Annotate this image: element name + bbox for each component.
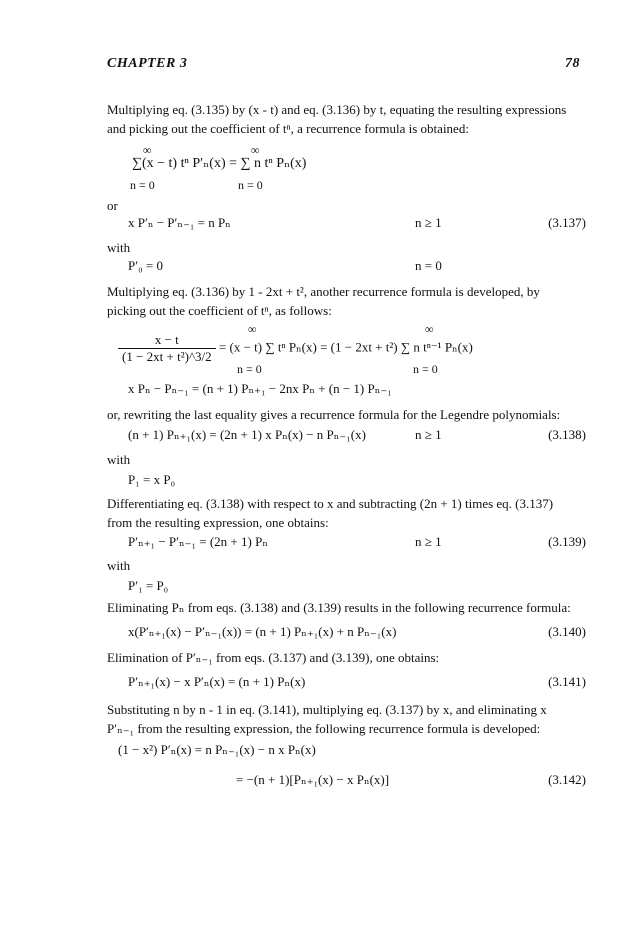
equation-initial-derivative: P′₀ = 0 bbox=[128, 258, 163, 273]
sum-lower-limit: n = 0 bbox=[130, 178, 155, 192]
paragraph-intro: Multiplying eq. (3.135) by (x - t) and eq. (3.136) by t, equating the resulting expressions and picking out the coefficient of tⁿ, a recurrence formula is obtained: bbox=[107, 102, 567, 136]
sum-upper-limit: ∞ bbox=[425, 322, 434, 336]
equation-3-139: P′ₙ₊₁ − P′ₙ₋₁ = (2n + 1) Pₙ bbox=[128, 534, 268, 549]
paragraph-eliminating: Eliminating Pₙ from eqs. (3.138) and (3.139) results in the following recurrence formula: bbox=[107, 600, 571, 615]
chapter-heading: CHAPTER 3 bbox=[107, 56, 188, 71]
equation-number: (3.139) bbox=[548, 534, 586, 549]
sum-lower-limit: n = 0 bbox=[237, 362, 262, 376]
equation-number: (3.142) bbox=[548, 772, 586, 787]
page-number: 78 bbox=[565, 56, 580, 71]
equation-number: (3.137) bbox=[548, 215, 586, 230]
paragraph-differentiating: Differentiating eq. (3.138) with respect to x and subtracting (2n + 1) times eq. (3.137) from the resulting expression, one obtains: bbox=[107, 496, 554, 530]
equation-number: (3.140) bbox=[548, 624, 586, 639]
equation-3-140: x(P′ₙ₊₁(x) − P′ₙ₋₁(x)) = (n + 1) Pₙ₊₁(x) + n Pₙ₋₁(x) bbox=[128, 624, 397, 639]
equation-number: (3.141) bbox=[548, 674, 586, 689]
equation-text: = (x − t) ∑ tⁿ Pₙ(x) = (1 − 2xt + t²) ∑ n tⁿ⁻¹ Pₙ(x) bbox=[218, 339, 473, 355]
paragraph-elimination: Elimination of P′ₙ₋₁ from eqs. (3.137) and (3.139), one obtains: bbox=[107, 650, 440, 665]
equation-3-141: P′ₙ₊₁(x) − x P′ₙ(x) = (n + 1) Pₙ(x) bbox=[128, 674, 306, 689]
equation-expanded: x Pₙ − Pₙ₋₁ = (n + 1) Pₙ₊₁ − 2nx Pₙ + (n − 1) Pₙ₋₁ bbox=[128, 381, 392, 396]
equation-3-138: (n + 1) Pₙ₊₁(x) = (2n + 1) x Pₙ(x) − n Pₙ₋₁(x) bbox=[128, 427, 366, 442]
equation-condition: n ≥ 1 bbox=[415, 215, 442, 230]
word-with: with bbox=[107, 558, 131, 573]
paragraph-legendre: or, rewriting the last equality gives a recurrence formula for the Legendre polynomials: bbox=[107, 407, 561, 422]
word-with: with bbox=[107, 452, 131, 467]
equation-p1-derivative: P′₁ = P₀ bbox=[128, 578, 169, 593]
fraction-denominator: (1 − 2xt + t²)^3/2 bbox=[122, 349, 212, 364]
equation-3-137: x P′ₙ − P′ₙ₋₁ = n Pₙ bbox=[128, 215, 231, 230]
paragraph-generating: Multiplying eq. (3.136) by 1 - 2xt + t², another recurrence formula is developed, by picking out the coefficient of tⁿ, as follows: bbox=[107, 284, 540, 318]
equation-condition: n ≥ 1 bbox=[415, 427, 442, 442]
sum-lower-limit: n = 0 bbox=[413, 362, 438, 376]
equation-condition: n ≥ 1 bbox=[415, 534, 442, 549]
equation-condition: n = 0 bbox=[415, 258, 442, 273]
equation-text: ∑(x − t) tⁿ P′ₙ(x) = ∑ n tⁿ Pₙ(x) bbox=[132, 156, 307, 171]
word-or: or bbox=[107, 198, 118, 213]
word-with: with bbox=[107, 240, 131, 255]
sum-lower-limit: n = 0 bbox=[238, 178, 263, 192]
fraction-numerator: x − t bbox=[118, 332, 216, 349]
equation-number: (3.138) bbox=[548, 427, 586, 442]
equation-3-142-line1: (1 − x²) P′ₙ(x) = n Pₙ₋₁(x) − n x Pₙ(x) bbox=[118, 742, 316, 757]
paragraph-substituting: Substituting n by n - 1 in eq. (3.141), multiplying eq. (3.137) by x, and eliminating x P′ₙ₋₁ from the resulting expression, the following recurrence formula is developed: bbox=[107, 702, 547, 736]
sum-upper-limit: ∞ bbox=[251, 143, 260, 157]
sum-upper-limit: ∞ bbox=[143, 143, 152, 157]
equation-3-142-line2: = −(n + 1)[Pₙ₊₁(x) − x Pₙ(x)] bbox=[236, 772, 390, 787]
equation-p1: P₁ = x P₀ bbox=[128, 472, 176, 487]
sum-upper-limit: ∞ bbox=[248, 322, 257, 336]
